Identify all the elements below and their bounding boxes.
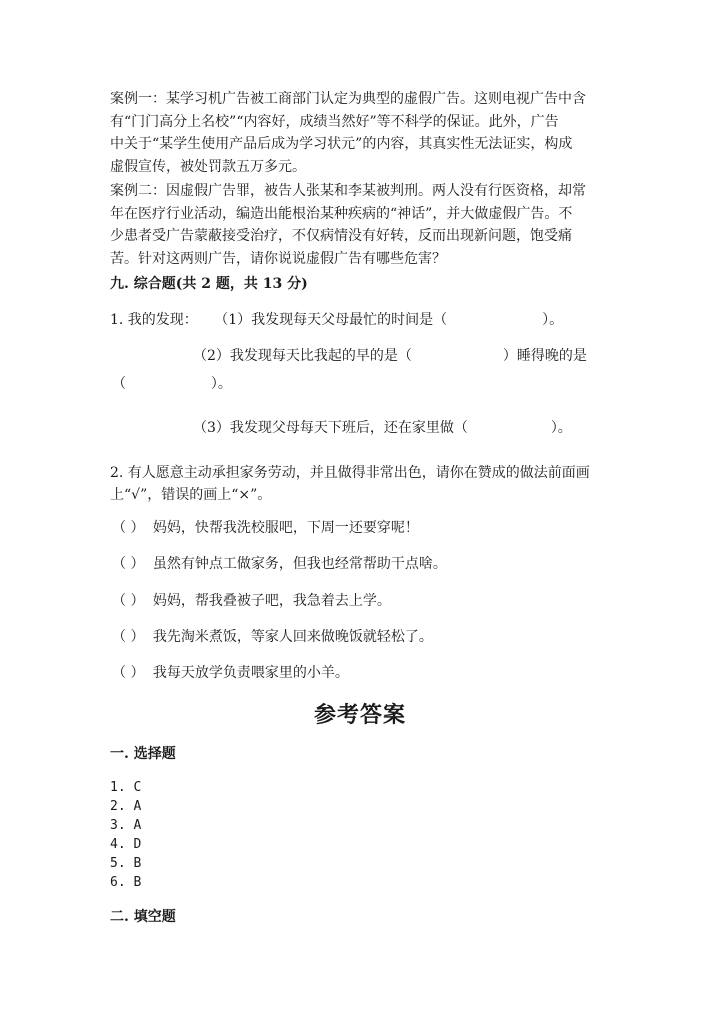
option-row <box>112 590 391 610</box>
answers-title: 参考答案 <box>313 702 406 728</box>
question-two-line-one: 2. 有人愿意主动承担家务劳动，并且做得非常出色，请你在赞成的做法前面画 <box>110 465 590 481</box>
case-one-line: 案例一：某学习机广告被工商部门认定为典型的虚假广告。这则电视广告中含 <box>110 91 586 107</box>
case-two-paragraph <box>110 180 610 270</box>
case-two-line: 案例二：因虚假广告罪，被告人张某和李某被判刑。两人没有行医资格，却常 <box>110 183 586 199</box>
case-one-paragraph <box>110 88 610 178</box>
question-one-part-three <box>193 417 572 437</box>
option-text: 我每天放学负责喂家里的小羊。 <box>152 665 349 681</box>
answers-section-one-heading: 一. 选择题 <box>110 746 176 762</box>
question-one-part-two-line-two <box>112 373 232 393</box>
case-two-line: 苦。针对这两则广告，请你说说虚假广告有哪些危害？ <box>110 250 446 267</box>
question-one-part-one-end: ）。 <box>542 312 564 328</box>
option-bracket[interactable]: （ ） <box>112 665 145 681</box>
case-one-line: 中关于“某学生使用产品后成为学习状元”的内容，其真实性无法证实，构成 <box>110 136 573 152</box>
question-two-line-two: 上“√”，错误的画上“×”。 <box>110 487 272 503</box>
option-bracket[interactable]: （ ） <box>112 593 145 609</box>
option-bracket[interactable]: （ ） <box>112 556 145 572</box>
part-two-mid-text: ）睡得晚的是 <box>502 348 587 364</box>
option-text: 妈妈，快帮我洗校服吧，下周一还要穿呢！ <box>152 520 419 536</box>
option-text: 我先淘米煮饭，等家人回来做晚饭就轻松了。 <box>152 629 433 645</box>
answer-item: 4. D <box>110 837 142 852</box>
option-row <box>112 517 419 537</box>
answer-item: 5. B <box>110 856 142 871</box>
answer-item: 1. C <box>110 780 142 795</box>
option-bracket[interactable]: （ ） <box>112 629 145 645</box>
case-two-line: 年在医疗行业活动，编造出能根治某种疾病的“神话”，并大做虚假广告。不 <box>110 205 573 222</box>
part-three-text: （3）我发现父母每天下班后，还在家里做（ <box>193 420 468 436</box>
option-row <box>112 553 447 573</box>
part-three-end: ）。 <box>550 420 572 436</box>
section-nine-heading: 九. 综合题(共 2 题，共 13 分) <box>110 276 308 292</box>
option-row <box>112 626 433 646</box>
part-two-line-end: ）。 <box>210 376 232 392</box>
answer-item: 6. B <box>110 875 142 890</box>
answers-section-two-heading: 二. 填空题 <box>110 909 176 925</box>
case-two-line: 少患者受广告蒙蔽接受治疗，不仅病情没有好转，反而出现新问题，饱受痛 <box>110 228 572 244</box>
option-bracket[interactable]: （ ） <box>112 520 145 536</box>
option-text: 妈妈，帮我叠被子吧，我急着去上学。 <box>152 593 391 609</box>
question-one-line-one <box>110 309 563 329</box>
case-one-line: 有“门门高分上名校”“内容好，成绩当然好”等不科学的保证。此外，广告 <box>110 113 559 130</box>
question-one-intro: 1. 我的发现： <box>110 312 198 328</box>
case-one-line: 虚假宣传，被处罚款五万多元。 <box>110 158 306 175</box>
part-two-open-bracket: （ <box>112 376 126 392</box>
part-two-text: （2）我发现每天比我起的早的是（ <box>193 348 412 364</box>
answer-item: 3. A <box>110 818 142 833</box>
answer-item: 2. A <box>110 799 142 814</box>
option-text: 虽然有钟点工做家务，但我也经常帮助干点啥。 <box>152 556 447 572</box>
answers-list <box>110 778 141 892</box>
question-one-part-two <box>193 345 587 365</box>
question-one-part-one: （1）我发现每天父母最忙的时间是（ <box>214 312 448 328</box>
option-row <box>112 662 349 682</box>
